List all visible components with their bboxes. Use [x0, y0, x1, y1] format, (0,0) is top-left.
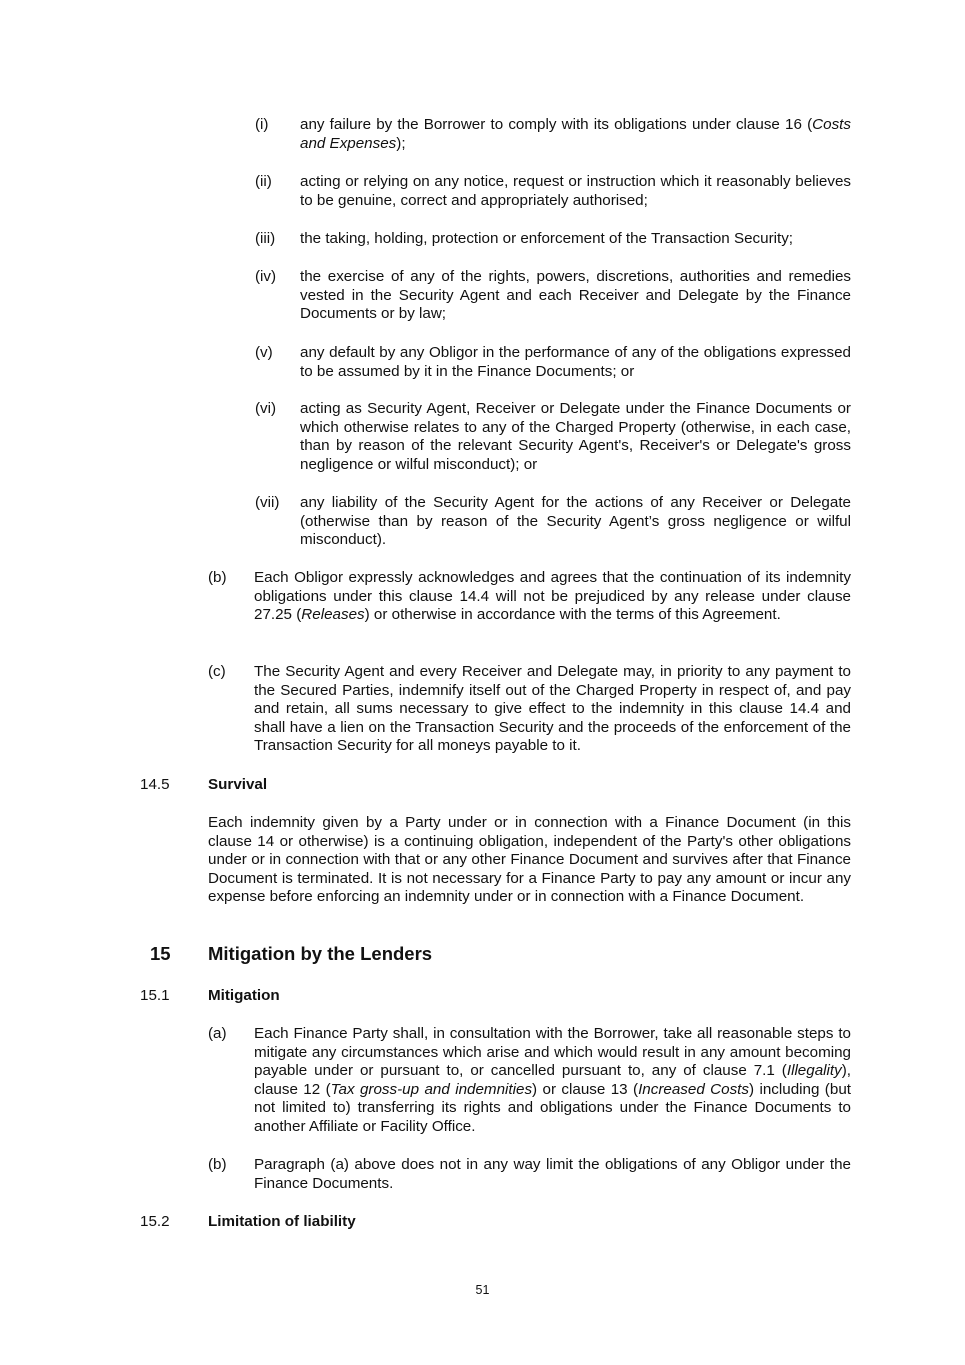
text-run: Each Finance Party shall, in consultation with the Borrower, take all reasonable steps to mitigate any circumstances which arise and which would result in any amount becoming payable under or pursuant to, or cancelled pursuant to, any of clause 7.1 (	[254, 1025, 851, 1080]
item-text	[300, 230, 851, 249]
paragraph-text	[254, 1025, 851, 1137]
text-run: );	[396, 134, 406, 152]
text-run: ), clause 12 (	[254, 1062, 851, 1098]
clause-title: Survival	[208, 776, 268, 793]
clause-number: 14.5	[140, 776, 170, 793]
italic-reference: Costs and Expenses	[300, 116, 851, 152]
item-number: (iv)	[255, 268, 277, 285]
italic-reference: Releases	[301, 606, 365, 624]
italic-reference: Tax gross-up and indemnities	[330, 1080, 533, 1098]
text-run: ) including (but not limited to) transferring its rights and obligations under the Finance Documents to another Affiliate or Facility Office.	[254, 1080, 851, 1135]
text-run: acting as Security Agent, Receiver or Delegate under the Finance Documents or which otherwise relates to any of the Charged Property (otherwise, in each case, than by reason of the relevant Security Agent's, Receiver's or Delegate's gross negligence or wilful misconduct); or	[300, 400, 851, 473]
text-run: the taking, holding, protection or enforcement of the Transaction Security;	[300, 230, 794, 247]
item-number: (vi)	[255, 400, 277, 417]
italic-reference: Increased Costs	[638, 1080, 749, 1098]
item-text	[300, 173, 851, 210]
paragraph-text	[254, 663, 851, 756]
item-number: (vii)	[255, 494, 280, 511]
item-number: (v)	[255, 344, 273, 361]
item-text	[300, 268, 851, 324]
paragraph-number: (b)	[208, 569, 227, 586]
item-number: (iii)	[255, 230, 276, 247]
text-run: any liability of the Security Agent for the actions of any Receiver or Delegate (otherwise than by reason of the Security Agent’s gross negligence or wilful misconduct).	[300, 494, 851, 549]
page-number: 51	[475, 1283, 490, 1297]
paragraph-number: (c)	[208, 663, 226, 680]
item-text	[300, 116, 851, 153]
text-run: ) or otherwise in accordance with the terms of this Agreement.	[364, 606, 781, 624]
text-run: ) or clause 13 (	[532, 1080, 639, 1098]
text-run: The Security Agent and every Receiver and Delegate may, in priority to any payment to the Secured Parties, indemnify itself out of the Charged Property in respect of, and pay and retain, all sums necessary to give effect to the indemnity in this clause 14.4 and shall have a lien on the Transaction Security and the proceeds of the enforcement of the Transaction Security for all moneys payable to it.	[254, 663, 851, 755]
italic-reference: Illegality	[786, 1062, 842, 1080]
clause-title: Mitigation	[208, 987, 280, 1004]
item-text	[300, 400, 851, 474]
clause-14-5-body: Each indemnity given by a Party under or in connection with a Finance Document (in this clause 14 or otherwise) is a continuing obligation, independent of the Party's other obligations under or in connection with that or any other Finance Document and survives after that Finance Document is terminated. It is not necessary for a Finance Party to pay any amount or incur any expense before enforcing an indemnity under or in connection with a Finance Document.	[208, 814, 851, 906]
clause-title: Limitation of liability	[208, 1213, 356, 1230]
text-run: any failure by the Borrower to comply with its obligations under clause 16 (	[300, 116, 813, 133]
text-run: the exercise of any of the rights, powers, discretions, authorities and remedies vested in the Security Agent and each Receiver and Delegate by the Finance Documents or by law;	[300, 268, 851, 323]
text-run: Paragraph (a) above does not in any way limit the obligations of any Obligor under the Finance Documents.	[254, 1156, 851, 1192]
item-number: (i)	[255, 116, 269, 133]
clause-number: 15.1	[140, 987, 170, 1004]
paragraph-number: (b)	[208, 1156, 227, 1173]
item-text	[300, 494, 851, 550]
text-run: any default by any Obligor in the performance of any of the obligations expressed to be assumed by it in the Finance Documents; or	[300, 344, 851, 380]
paragraph-number: (a)	[208, 1025, 227, 1042]
text-run: Each Obligor expressly acknowledges and agrees that the continuation of its indemnity obligations under this clause 14.4 will not be prejudiced by any release under clause 27.25 (	[254, 569, 851, 624]
item-text	[300, 344, 851, 381]
paragraph-text	[254, 569, 851, 625]
clause-number: 15	[150, 943, 171, 964]
clause-number: 15.2	[140, 1213, 170, 1230]
clause-title: Mitigation by the Lenders	[208, 943, 433, 964]
item-number: (ii)	[255, 173, 272, 190]
text-run: acting or relying on any notice, request or instruction which it reasonably believes to be genuine, correct and appropriately authorised;	[300, 173, 851, 209]
paragraph-text	[254, 1156, 851, 1193]
